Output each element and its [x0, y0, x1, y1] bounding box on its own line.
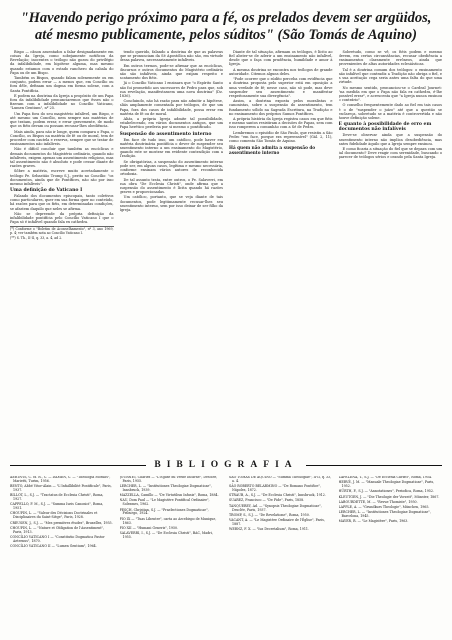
bibliography-entry: SÃO TOMÁS DE AQUINO — "Summa Theologiae", II-II, q. 33, a. 4.: [229, 476, 332, 483]
bibliography-entry: STRAUB, A., S.J. — "De Ecclesia Christi", Innsbruck, 1912.: [229, 493, 326, 498]
paragraph: Diante de tal situação, afirmam os teólogos, é lícito ao fiel abster-se de aderir a um ensinamento não infalível, desde que o faça com prudência, humildade e amor à Igreja.: [229, 50, 333, 67]
headline: "Havendo perigo próximo para a fé, os prelados devem ser argüidos, até mesmo publicamente, pelos súditos" (São Tomás de Aquino): [20, 10, 432, 43]
column-1: [10, 50, 114, 454]
paragraph: A mesma doutrina se encontra nos teólogos de grande autoridade. Citemos alguns deles.: [229, 67, 333, 76]
section-subhead: E quanto à possibilidade de erro em documentos não infalíveis: [338, 122, 432, 133]
paragraph: Um Papa fora do seu magistério infalível, um Bispo, e até mesmo um Concílio, nem sempre nas matérias de que tratam, podem errar, e errar gravemente, de modo que os fiéis devam ou possam recusar-lhes obediência.: [10, 111, 114, 129]
paragraph: Concluindo, não há razão para não admitir a hipótese, aliás amplamente comentada por teólogos, de que um Papa, fora dos casos de infalibilidade, possa errar em matéria de fé ou de moral.: [119, 99, 223, 116]
paragraph: Sobretudo, como se vê, os fiéis podem e mesmo devem, em certas circunstâncias, recusar obediência a ensinamentos claramente errôneos, ainda que provenientes de altas autoridades eclesiásticas.: [338, 50, 442, 67]
column-4: [339, 50, 443, 454]
paragraph: Falando dos documentos episcopais, tanto coletivos como particulares, quer em sua forma quer no conteúdo, há razões para que os fiéis, em determinadas condições, se afastem daquilo que neles se afirma.: [10, 194, 114, 211]
paragraph: Já o Concílio Vaticano I ensinara que "o Espírito Santo não foi prometido aos sucessores de Pedro para que, sob sua revelação, manifestassem uma nova doutrina" (Dz. 1836).: [119, 81, 223, 98]
footnote: (*) Conforme o "Boletim de Aconselhamento", nº 3, ano 1969, p. 4; ver também nota ao Concílio Vaticano I.: [10, 227, 114, 236]
paragraph: A própria história da Igreja registra casos em que fiéis e mesmo santos resistiram a decisões de Papas, sem com isso romperem a comunhão com a Sé de Pedro.: [229, 117, 333, 130]
paragraph: Bispo — cânon assentados a falar designadamente em coisas da Igreja, como sobejamente notificou da Revelação; inocentes o teólogo não gozou do privilégio da infalibilidade, em hipótese alguma, mas mesmo quando estamos com o estado ranchero da cabala do Papa ou de um Bispo.: [10, 50, 114, 75]
paragraph: Um católico, portanto, que se veja diante de tais documentos, pode legitimamente recusar-lhes seu assentimento interno, sem por isso deixar de ser filho da Igreja.: [119, 195, 223, 212]
bibliography-entry: LABOURDETTE, M. — "Revue Thomiste", 1950.: [338, 499, 418, 504]
footnotes: [10, 226, 114, 240]
paragraph: E como ficaria a situação do fiel que se depara com um tal documento? Deve reagir com serenidade, buscando o parecer de teólogos sérios e orando pela Santa Igreja.: [338, 147, 442, 160]
bibliography-column-3: [229, 476, 333, 636]
bibliography-entry: LAPPLE, A. — "Grundkurs Theologie", München, 1965.: [338, 504, 430, 509]
divider: [306, 465, 442, 466]
paragraph: Aliás, a própria Igreja admite tal possibilidade, estabelecendo, em vários documentos antigos, que um Papa herético perderia por si mesmo o pontificado.: [119, 117, 223, 130]
bibliography-entry: PIO IX — "Tuas Libenter", carta ao Arcebispo de Munique, 1863.: [119, 516, 217, 525]
bibliography-entry: MAZZELLA, Camillo — "De Virtutibus Infusis", Roma, 1884.: [119, 493, 219, 498]
bibliography-entry: SALAVERRI, I., S.J. — "De Ecclesia Christi", BAC, Madri, 1955.: [119, 530, 213, 539]
bibliography-entry: CAPPELLO, F. M., S.J. — "Summa Iuris Canonici", Roma, 1951.: [10, 502, 104, 511]
paragraph: Em outros termos, pode-se afirmar que as encíclicas, discursos e outros documentos do Magistério ordinário não são infalíveis, ainda que exijam respeito e acatamento dos fiéis.: [119, 63, 223, 81]
bibliography-column-2: [120, 476, 224, 636]
bibliography-entry: PESCH, Christian, S.J. — "Praelectiones Dogmaticae", Friburgo, 1924.: [119, 507, 209, 516]
boxed-title: Há quem não admita a suspensão do assentimento interno: [229, 145, 316, 156]
section-subhead: Suspensão do assentimento interno: [119, 131, 212, 137]
paragraph: Deve-se observar ainda que a suspensão do assentimento interno não implica desobediência, mas antes fidelidade àquilo que a Igreja sempre ensinou.: [338, 133, 442, 146]
paragraph: Mais ainda, para não ir longe, quem compara o Papa, o Concílio, os Bispos na matéria de fé ou de moral, tem de proceder com cautela e reserva, sempre que se tratar de ensinamentos não infalíveis.: [10, 129, 114, 147]
paragraph: "Pode ocorrer que o súdito perceba com evidência que a doutrina proposta pelo superior está em oposição a uma verdade de fé; nesse caso, não só pode, mas deve suspender seu assentimento e manifestar respeitosamente sua divergência".: [229, 77, 333, 98]
column-3: [229, 50, 333, 454]
bibliography-entry: KLEUTGEN, J. — "Die Theologie der Vorzeit", Münster, 1867.: [338, 494, 440, 499]
bibliography-entry: NAU, Dom Paul — "Le Magistère Pontifical Ordinaire", Solesmes, 1962.: [119, 498, 210, 507]
paragraph: Não se depreende da própria definição da infalibilidade pontifícia pelo Concílio Vaticano I que o Papa só é infalível quando fala ex cathedra.: [10, 211, 114, 225]
paragraph: No mesmo sentido, pronunciou-se o Cardeal Journet: "na medida em que o Papa não fala ex cathedra, é-lhe possível errar", e acrescenta que "a Igreja nunca ensinou o contrário".: [338, 85, 442, 103]
paragraph: Se obrigatórias, a suspensão do assentimento interno pode ser, em alguns casos, legítima e mesmo necessária, conforme ensinam vários autores de reconhecida ortodoxia.: [119, 159, 223, 177]
paragraph: Lembremos o episódio de São Paulo, que resistiu a São Pedro "em face, porque era repreensível" (Gál. 2, 11), como comenta São Tomás de Aquino.: [229, 130, 333, 144]
bibliography-column-1: [10, 476, 114, 636]
bibliography-entry: CREUSEN, J., S.J. — "Mes premières études", Bruxelles, 1955.: [10, 520, 113, 525]
paragraph: O conselho frequentemente dado ao fiel em tais casos é o de "suspender o juízo" até que a questão se esclareça, sobretudo se a matéria é controvertida e não houve definição solene.: [338, 103, 442, 120]
bibliography-entry: CHOUPIN, L. — "Valeur des Décisions Doctrinales et Disciplinaires du Saint-Siège", Paris, 1928.: [10, 511, 98, 520]
bibliography-entry: BILLOT, L., S.J. — "Tractatus de Ecclesia Christi", Roma, 1927.: [10, 493, 104, 502]
bibliography-entry: HERVÉ, J. M. — "Manuale Theologiae Dogmaticae", Paris, 1952.: [338, 480, 435, 489]
bibliography-entry: SUAREZ, Francisco — "De Fide", Paris, 1858.: [229, 498, 305, 503]
footnote: (**) S. Th., II-II, q. 33, a. 4, ad 2.: [10, 235, 63, 240]
paragraph: Sôbre a matéria, escreve muito acertadamente o teólogo Pe. Sebastião Tromp S.J., perito no Concílio: "os documentos, ainda que de Pontífices, não são por isso mesmo infalíveis".: [10, 169, 114, 186]
bibliography-entry: CHOUPIN, L. — "Nature et Obligation de l'Assentiment", Paris, 1913.: [10, 525, 105, 534]
paragraph: Não é difícil concluir que também as encíclicas e demais documentos do Magistério ordinário, quando não infalíveis, exigem apenas um assentimento religioso, mas tal assentimento não é absoluto e pode cessar diante de razões graves.: [10, 147, 114, 168]
bibliography-entry: PIO XII — "Humani Generis", 1950.: [119, 525, 179, 530]
bibliography-entry: CONCÍLIO VATICANO I — "Constitutio Dogmatica Pastor Aeternus", 1870.: [10, 534, 105, 543]
bibliography-entry: TROMP, S., S.J. — "De Revelatione", Roma, 1950.: [229, 512, 310, 517]
paragraph: Também os Bispos, quando falam solenemente ou em conjunto, podem errar — a menos que, em Concílio ou fora dêle, definam um dogma em forma solene, com a Santa Pontifícia.: [10, 76, 114, 93]
bibliography-entry: MAYER, R. — "Le Magistère", Paris, 1963.: [338, 519, 409, 524]
bibliography-entry: TANQUEREY, Ad. — "Synopsis Theologiae Dogmaticae", Desclée, Paris, 1937.: [229, 503, 322, 512]
paragraph: Tal é a doutrina comum dos teólogos: o ensinamento não infalível que contradiz a Tradição não obriga o fiel, e a sua aceitação cega seria antes uma falta do que uma virtude.: [338, 67, 442, 85]
bibliography-entry: HÜRTH, F., S.J. — "Annotationes", Periodica, Roma, 1952.: [338, 489, 434, 494]
paragraph: E podem na doutrina da Igreja a propósito de um Papa fora da infalibilidade pronunciaremos que êsses não o fizeram com a infalibilidade no Concílio Vaticano, "Lumen Gentium", nº 25.: [10, 93, 114, 111]
bibliography-entry: LERCHER, L. — "Institutiones Theologiae Dogmaticae", Barcelona, 1945.: [338, 510, 431, 519]
bibliography: [10, 476, 442, 636]
bibliography-entry: LERCHER, L. — "Institutiones Theologiae Dogmaticae", Innsbruck, 1939.: [119, 484, 212, 493]
article-columns: [10, 50, 442, 454]
paragraph: De tal assunto trata, entre outros, o Pe. Salaverri, em sua obra "De Ecclesia Christi", onde afirma que a suspensão do assentimento é lícita quando há razões graves e proporcionadas.: [119, 177, 223, 195]
bibliography-title: BIBLIOGRAFIA: [154, 460, 298, 470]
paragraph: tendo querido, falando a doutrina de que as palavras que se pronunciam da Sé Apostólica não são, em virtude dessa palavra, necessariamente infalíveis.: [119, 50, 223, 63]
bibliography-entry: VACANT, A. — "Le Magistère Ordinaire de l'Église", Paris, 1887.: [229, 517, 325, 526]
divider: [10, 465, 146, 466]
paragraph: Em face de tudo isso, um católico, pode haver em matéria doutrinária pontifícia o dever de suspender seu assentimento interno a um ensinamento do Magistério, quando este se mostrar em evidente contradição com a Tradição.: [119, 137, 223, 159]
bibliography-entry: ZAPELENA, T., S.J. — "De Ecclesia Christi", Roma, 1954.: [338, 476, 433, 479]
bibliography-entry: BENTO, Abbé Vitor-Alain — "L'Infaillibilité Pontificale", Paris, 1937.: [10, 484, 112, 493]
paragraph: Assim, a doutrina exposta pelos moralistas e canonistas, sobre a suspensão do assentimento, tem fundamento sólido na Sagrada Escritura, na Tradição e no ensinamento dos próprios Sumos Pontífices.: [229, 99, 333, 116]
bibliography-entry: JOURNET, Charles — "L'Église du Verbe Incarné", Desclée, Paris, 1955.: [119, 476, 218, 483]
bibliography-entry: WERNZ, F. X. — "Ius Decretalium", Roma, 1911.: [229, 527, 309, 532]
column-2: [120, 50, 224, 454]
bibliography-entry: AERTNYS, C. M. R., C. — DAMEN, C. — "Theologia Moralis", Marietti, Turim, 1956.: [10, 476, 111, 483]
bibliography-header: [10, 458, 442, 472]
section-subhead: Uma definição do Vaticano I: [10, 187, 83, 193]
bibliography-column-4: [339, 476, 443, 636]
bibliography-entry: CONCÍLIO VATICANO II — "Lumen Gentium", 1964.: [10, 543, 97, 548]
bibliography-entry: SÃO ROBERTO BELARMINO — "De Romano Pontifice", Nápoles, 1872.: [229, 484, 321, 493]
